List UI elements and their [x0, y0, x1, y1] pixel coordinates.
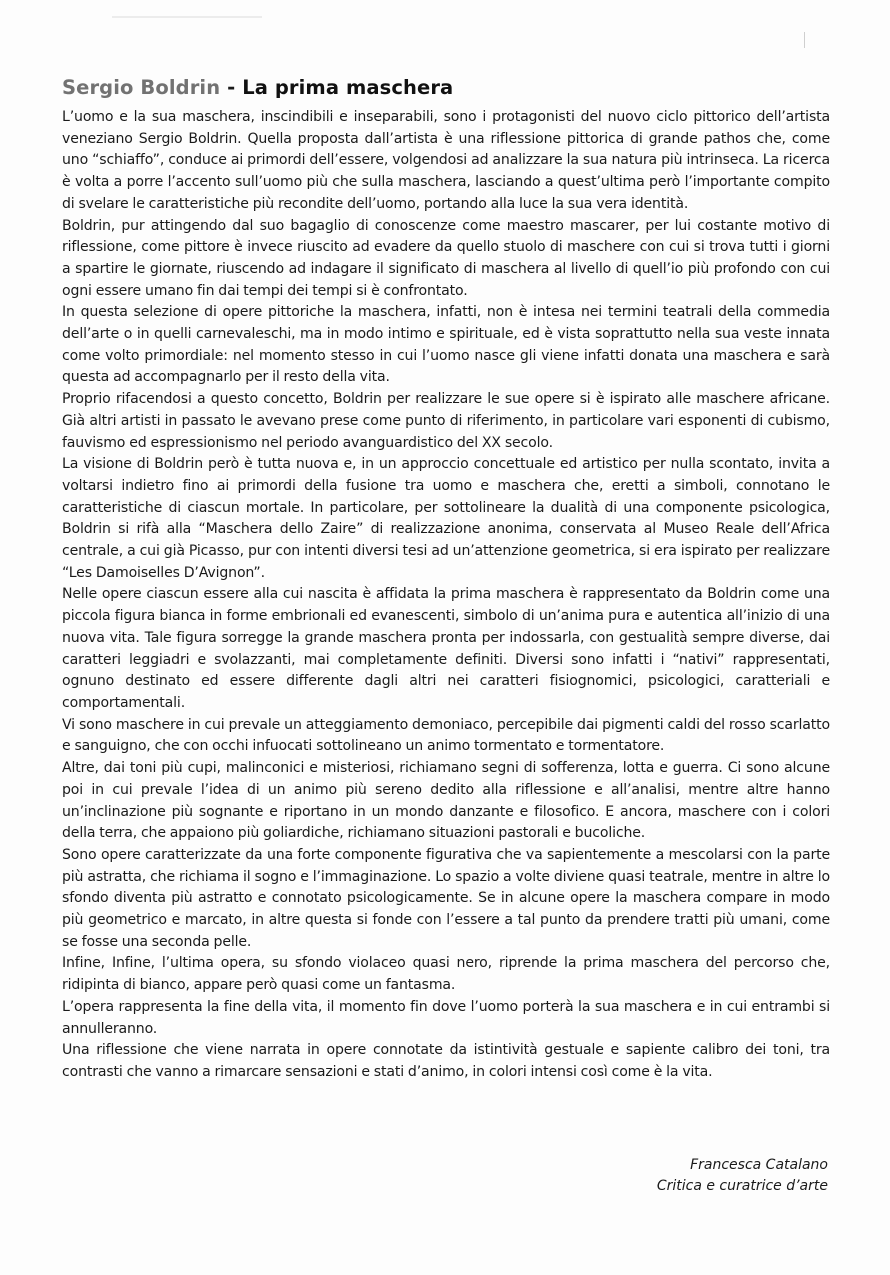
paragraph-12: Una riflessione che viene narrata in opere connotate da istintività gestuale e sapiente calibro dei toni, tra contrasti che vanno a rimarcare sensazioni e stati d’animo, in colori intensi così come è la vita.: [62, 1042, 830, 1080]
signature-name: Francesca Catalano: [690, 1157, 828, 1173]
paragraph-8: Altre, dai toni più cupi, malinconici e misteriosi, richiamano segni di sofferenza, lotta e guerra. Ci sono alcune poi in cui prevale l’idea di un animo più sereno dedito alla riflessione e all’analisi, mentre altre hanno un’inclinazione più sognante e riportano in un mondo danzante e filosofico. E ancora, maschere con i colori della terra, che appaiono più goliardiche, richiamano situazioni pastorali e bucoliche.: [62, 760, 830, 842]
paragraph-4: Proprio rifacendosi a questo concetto, Boldrin per realizzare le sue opere si è ispirato alle maschere africane. Già altri artisti in passato le avevano prese come punto di riferimento, in particolare vari esponenti di cubismo, fauvismo ed espressionismo nel periodo avanguardistico del XX secolo.: [62, 391, 830, 451]
title-work: La prima maschera: [242, 76, 454, 99]
page-title: [62, 74, 453, 102]
page-edge-mark: [804, 32, 805, 48]
title-author: Sergio Boldrin: [62, 76, 221, 99]
paragraph-11: L’opera rappresenta la fine della vita, il momento fin dove l’uomo porterà la sua maschera e in cui entrambi si annulleranno.: [62, 998, 830, 1037]
signature-block: [657, 1155, 828, 1197]
paragraph-6: Nelle opere ciascun essere alla cui nascita è affidata la prima maschera è rappresentato da Boldrin come una piccola figura bianca in forme embrionali ed evanescenti, simbolo di un’anima pura e autentica all’inizio di una nuova vita. Tale figura sorregge la grande maschera pronta per indossarla, con gestualità sempre diverse, dai caratteri leggiadri e svolazzanti, mai completamente definiti. Diversi sono infatti i “nativi” rappresentati, ognuno destinato ed essere differente dagli altri nei caratteri fisiognomici, psicologici, caratteriali e comportamentali.: [62, 586, 830, 711]
paragraph-10: Infine, Infine, l’ultima opera, su sfondo violaceo quasi nero, riprende la prima maschera del percorso che, ridipinta di bianco, appare però quasi come un fantasma.: [62, 955, 830, 994]
paragraph-3: In questa selezione di opere pittoriche la maschera, infatti, non è intesa nei termini teatrali della commedia dell’arte o in quelli carnevaleschi, ma in modo intimo e spirituale, ed è vista soprattutto nella sua veste innata come volto primordiale: nel momento stesso in cui l’uomo nasce gli viene infatti donata una maschera e sarà questa ad accompagnarlo per il resto della vita.: [62, 304, 830, 386]
paragraph-2: Boldrin, pur attingendo dal suo bagaglio di conoscenze come maestro mascarer, per lui costante motivo di riflessione, come pittore è invece riuscito ad evadere da quello stuolo di maschere con cui si trova tutti i giorni a spartire le giornate, riuscendo ad indagare il significato di maschera al livello di quell’io più profondo con cui ogni essere umano fin dai tempi dei tempi si è confrontato.: [62, 217, 830, 299]
signature-role: Critica e curatrice d’arte: [656, 1178, 828, 1194]
header-rule: [112, 16, 262, 18]
paragraph-5: La visione di Boldrin però è tutta nuova e, in un approccio concettuale ed artistico per nulla scontato, invita a voltarsi indietro fino ai primordi della fusione tra uomo e maschera che, eretti a simboli, connotano le caratteristiche di ciascun mortale. In particolare, per sottolineare la dualità di una componente psicologica, Boldrin si rifà alla “Maschera dello Zaire” di realizzazione anonima, conservata al Museo Reale dell’Africa centrale, a cui già Picasso, pur con intenti diversi tesi ad un’attenzione geometrica, si era ispirato per realizzare “Les Damoiselles D’Avignon”.: [62, 456, 830, 581]
paragraph-9: Sono opere caratterizzate da una forte componente figurativa che va sapientemente a mescolarsi con la parte più astratta, che richiama il sogno e l’immaginazione. Lo spazio a volte diviene quasi teatrale, mentre in altre lo sfondo diventa più astratto e connotato psicologicamente. Se in alcune opere la maschera compare in modo più geometrico e marcato, in altre questa si fonde con l’essere a tal punto da prendere tratti più umani, come se fosse una seconda pelle.: [62, 846, 830, 950]
paragraph-7: Vi sono maschere in cui prevale un atteggiamento demoniaco, percepibile dai pigmenti caldi del rosso scarlatto e sanguigno, che con occhi infuocati sottolineano un animo tormentato e tormentatore.: [62, 716, 830, 755]
article-body: [62, 107, 830, 1084]
title-separator: -: [220, 76, 243, 99]
paragraph-1: L’uomo e la sua maschera, inscindibili e inseparabili, sono i protagonisti del nuovo ciclo pittorico dell’artista veneziano Sergio Boldrin. Quella proposta dall’artista è una riflessione pittorica di grande pathos che, come uno “schiaffo”, conduce ai primordi dell’essere, volgendosi ad analizzare la sua natura più intrinseca. La ricerca è volta a porre l’accento sull’uomo più che sulla maschera, lasciando a quest’ultima però l’importante compito di svelare le caratteristiche più recondite dell’uomo, portando alla luce la sua vera identità.: [62, 109, 830, 212]
